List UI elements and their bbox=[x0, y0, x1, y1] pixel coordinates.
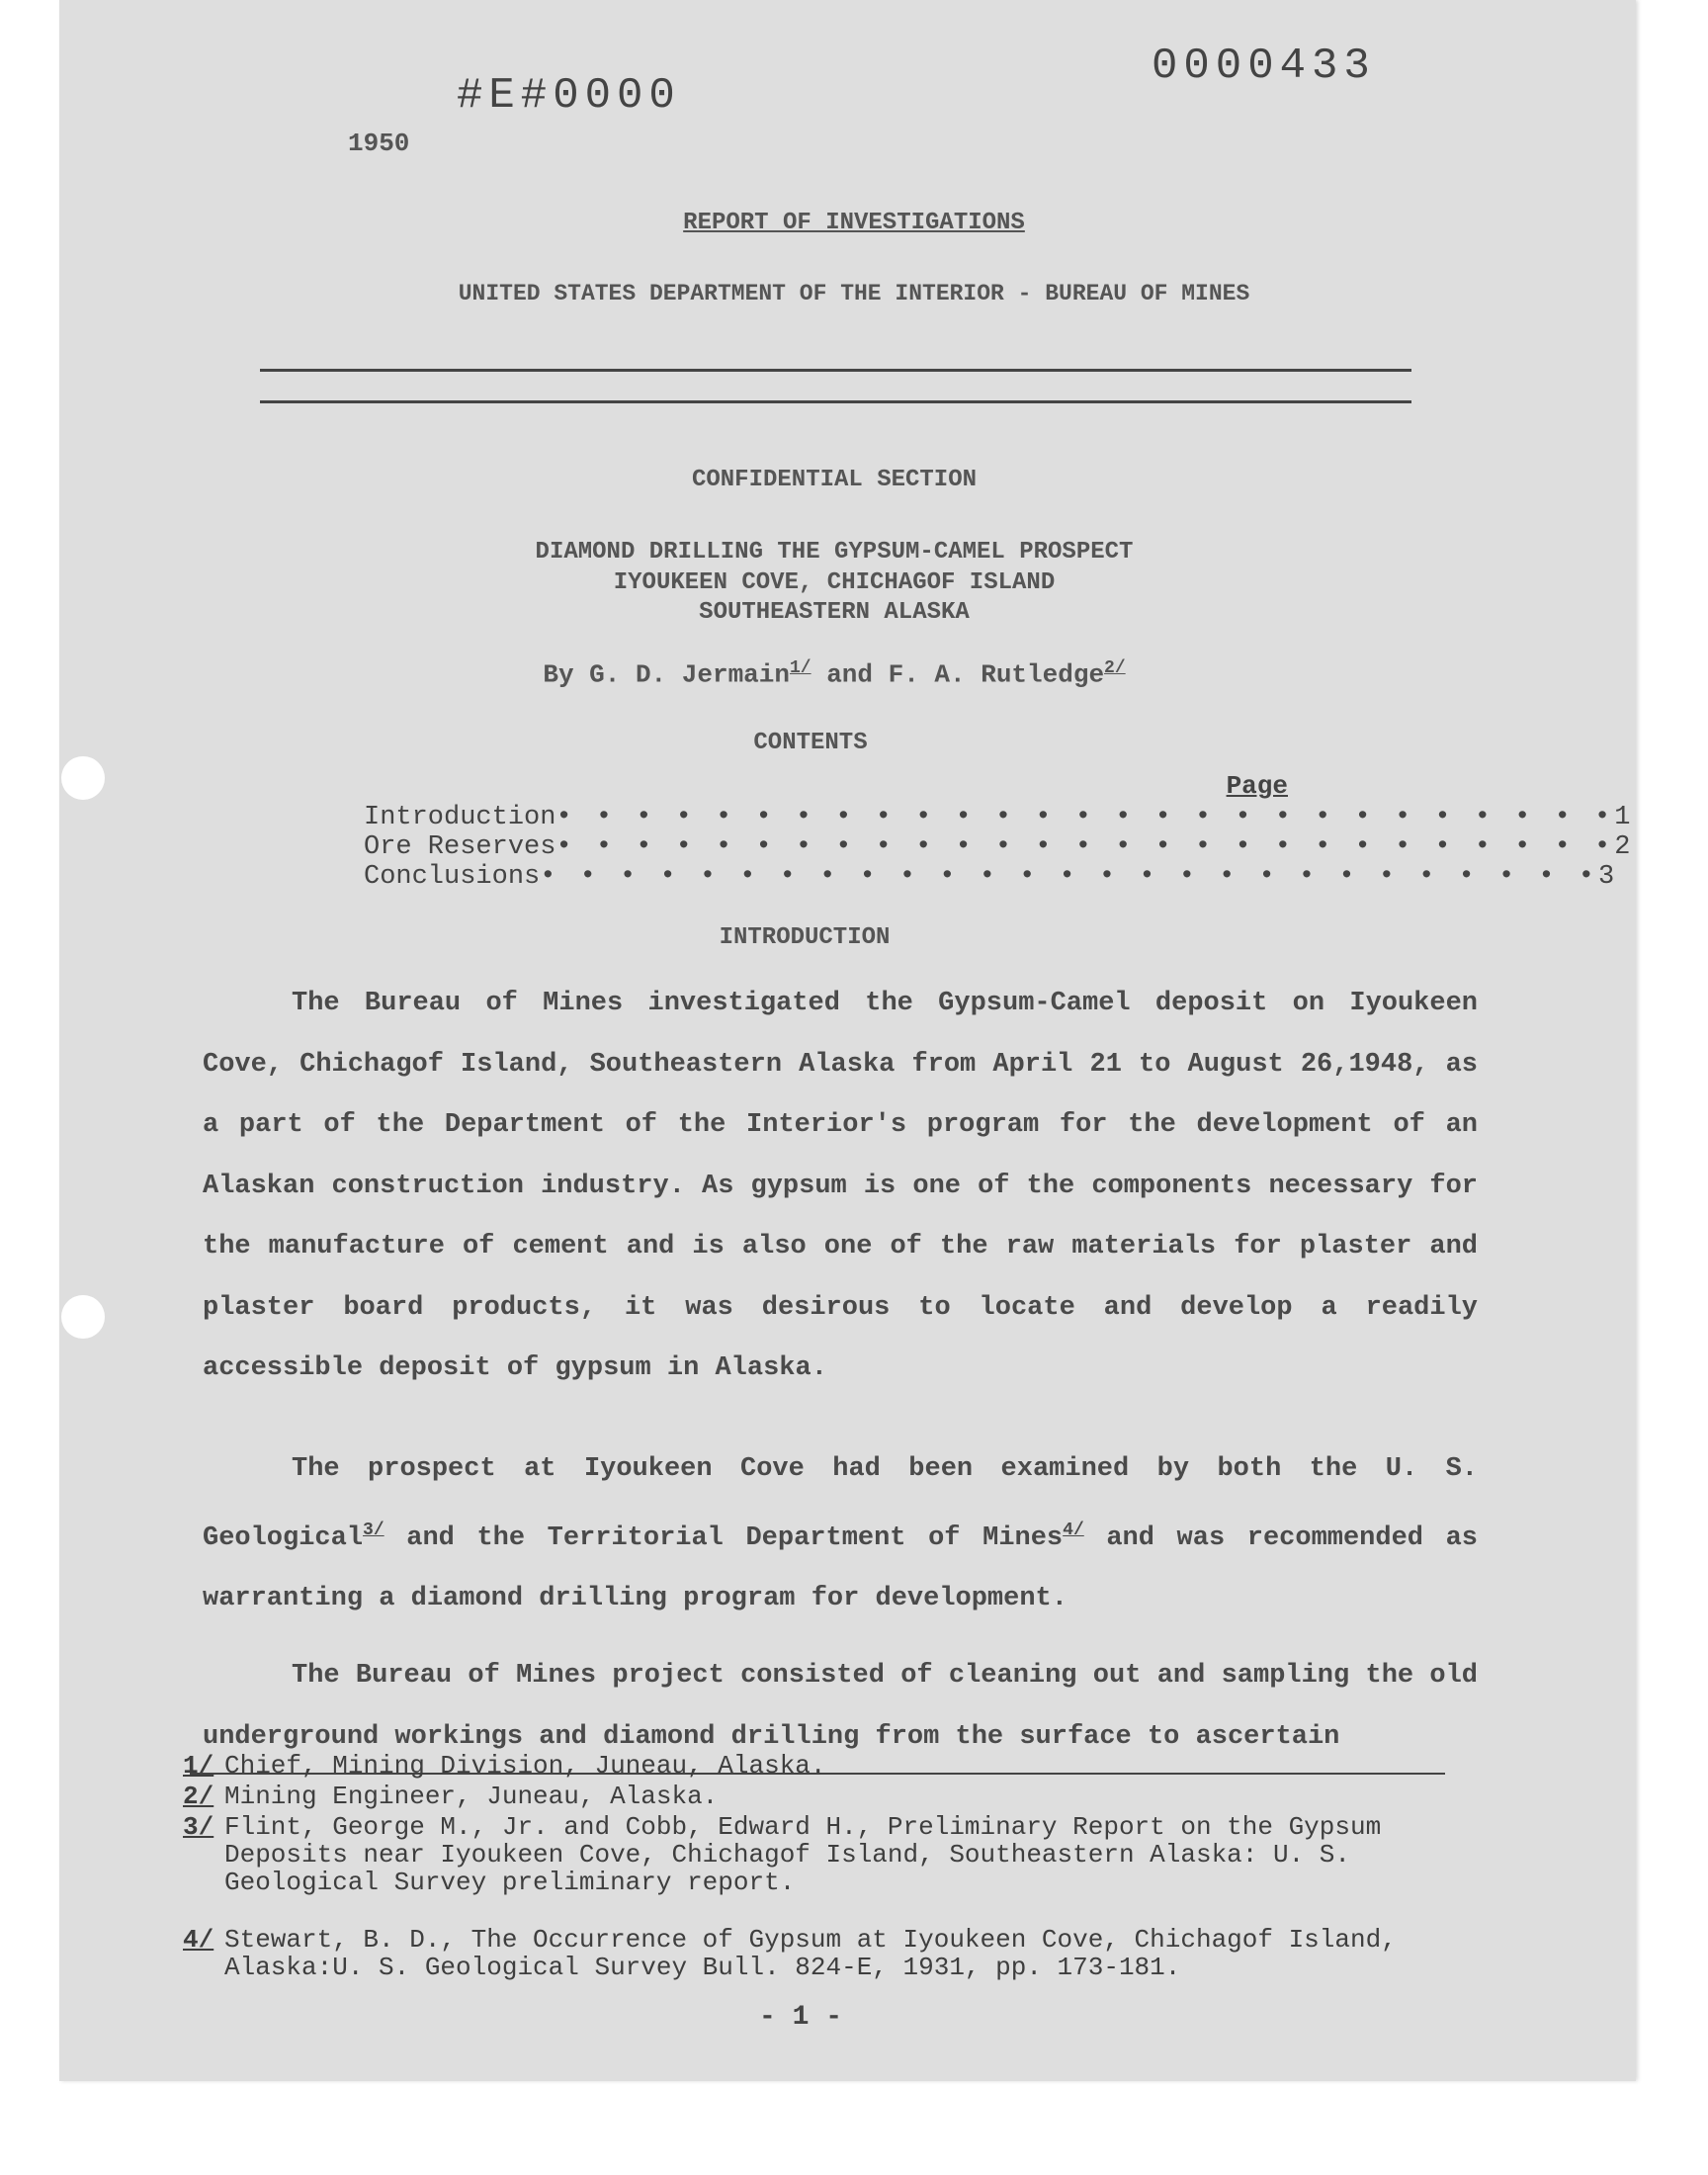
footnote bbox=[183, 1752, 1497, 1780]
title-line-1: DIAMOND DRILLING THE GYPSUM-CAMEL PROSPECT bbox=[535, 539, 1134, 566]
footnote-mark: 1/ bbox=[183, 1751, 214, 1781]
intro-paragraph-3: The Bureau of Mines project consisted of cleaning out and sampling the old underground workings and diamond drilling from the surface to ascertain bbox=[203, 1661, 1478, 1752]
toc-label: Introduction bbox=[364, 803, 556, 832]
introduction-title: INTRODUCTION bbox=[719, 924, 891, 951]
footnote bbox=[183, 1783, 1497, 1810]
header-rule-bottom bbox=[260, 400, 1411, 403]
toc-row bbox=[364, 832, 1631, 862]
footnote-mark: 4/ bbox=[183, 1925, 214, 1955]
punch-hole bbox=[61, 756, 105, 800]
table-of-contents bbox=[364, 771, 1631, 892]
toc-page: 1 bbox=[1614, 803, 1631, 832]
footnote-mark: 3/ bbox=[183, 1812, 214, 1842]
footnote-text: Flint, George M., Jr. and Cobb, Edward H., Preliminary Report on the Gypsum Deposits near Iyoukeen Cove, Chichagof Island, Southeastern Alaska: U. S. Geological Survey preliminary report. bbox=[224, 1812, 1382, 1897]
footnote bbox=[183, 1926, 1497, 1981]
author-2: and F. A. Rutledge bbox=[811, 659, 1105, 690]
toc-row bbox=[364, 803, 1631, 832]
toc-page: 2 bbox=[1614, 832, 1631, 862]
toc-label: Conclusions bbox=[364, 862, 541, 892]
toc-row bbox=[364, 862, 1615, 892]
p2-footnote-ref-3: 3/ bbox=[363, 1520, 384, 1540]
toc-leader: • • • • • • • • • • • • • • • • • • • • • • • • • • • bbox=[555, 832, 1615, 862]
authors-line bbox=[0, 658, 1668, 690]
section-label: CONFIDENTIAL SECTION bbox=[691, 467, 978, 493]
page-number: - 1 - bbox=[758, 2002, 842, 2033]
p2-text-b: and the Territorial Department of Mines bbox=[384, 1522, 1064, 1553]
department-line: UNITED STATES DEPARTMENT OF THE INTERIOR - BUREAU OF MINES bbox=[458, 281, 1250, 306]
p2-text-c: and was recommended as warranting a diamond drilling program for development. bbox=[203, 1522, 1478, 1613]
toc-label: Ore Reserves bbox=[364, 832, 556, 862]
intro-paragraph-1: The Bureau of Mines investigated the Gypsum-Camel deposit on Iyoukeen Cove, Chichagof Island, Southeastern Alaska from April 21 to August 26,1948, as a part of the Department of the Interior's program for the development of an Alaskan construction industry. As gypsum is one of the components necessary for the manufacture of cement and is also one of the raw materials for plaster and plaster board products, it was desirous to locate and develop a readily accessible deposit of gypsum in Alaska. bbox=[203, 989, 1478, 1383]
title-line-2: IYOUKEEN COVE, CHICHAGOF ISLAND bbox=[613, 569, 1056, 596]
intro-paragraph-2 bbox=[203, 1439, 1478, 1630]
footnote-mark: 2/ bbox=[183, 1782, 214, 1811]
stamp-left-id: #E#0000 bbox=[457, 71, 681, 121]
author-2-footnote-ref: 2/ bbox=[1104, 658, 1126, 678]
contents-title: CONTENTS bbox=[753, 730, 868, 756]
author-1: By G. D. Jermain bbox=[543, 659, 790, 690]
toc-leader: • • • • • • • • • • • • • • • • • • • • • • • • • • • bbox=[555, 803, 1615, 832]
footnote bbox=[183, 1813, 1497, 1896]
toc-page-header: Page bbox=[1226, 771, 1288, 801]
footnote-text: Chief, Mining Division, Juneau, Alaska. bbox=[224, 1751, 826, 1781]
punch-hole bbox=[61, 1295, 105, 1339]
toc-leader: • • • • • • • • • • • • • • • • • • • • • • • • • • • bbox=[540, 862, 1598, 892]
footnote-text: Stewart, B. D., The Occurrence of Gypsum at Iyoukeen Cove, Chichagof Island, Alaska:U. S. Geological Survey Bull. 824-E, 1931, pp. 173-181. bbox=[224, 1925, 1397, 1982]
footnote-text: Mining Engineer, Juneau, Alaska. bbox=[224, 1782, 719, 1811]
report-title: REPORT OF INVESTIGATIONS bbox=[683, 210, 1025, 236]
year: 1950 bbox=[348, 129, 410, 158]
p2-footnote-ref-4: 4/ bbox=[1063, 1520, 1084, 1540]
p2-text-a: The prospect at Iyoukeen Cove had been examined by both the U. S. Geological bbox=[203, 1454, 1478, 1553]
title-line-3: SOUTHEASTERN ALASKA bbox=[699, 599, 970, 626]
header-rule-top bbox=[260, 369, 1411, 372]
stamp-right-id: 0000433 bbox=[1152, 42, 1376, 91]
author-1-footnote-ref: 1/ bbox=[789, 658, 811, 678]
toc-page: 3 bbox=[1597, 862, 1615, 892]
